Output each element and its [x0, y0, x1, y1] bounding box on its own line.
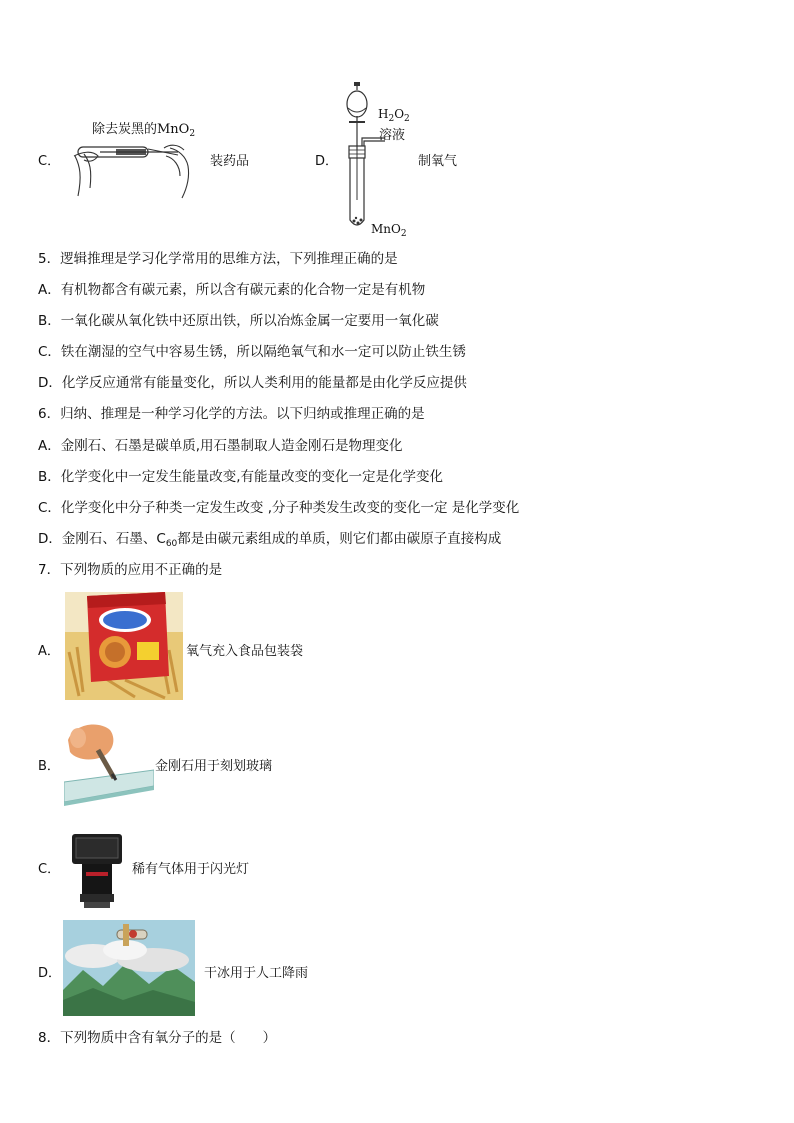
q5-stem: 5．逻辑推理是学习化学常用的思维方法，下列推理正确的是 [38, 251, 398, 267]
solution-label: 溶液 [379, 128, 406, 143]
q6-d-suffix: 都是由碳元素组成的单质，则它们都由碳原子直接构成 [177, 531, 502, 547]
q4-option-c-letter: C． [38, 154, 61, 169]
h2o2-sub2: 2 [404, 114, 410, 124]
q7-option-c-letter: C． [38, 862, 61, 877]
mno2-text: MnO [371, 222, 401, 236]
q5-option-d: D．化学反应通常有能量变化，所以人类利用的能量都是由化学反应提供 [38, 375, 467, 391]
camera-flash-image [66, 832, 126, 910]
test-tube-hands-illustration [70, 136, 198, 200]
q7-option-b-letter: B． [38, 759, 60, 774]
cloud-seeding-image [63, 920, 195, 1016]
q5-option-a: A．有机物都含有碳元素，所以含有碳元素的化合物一定是有机物 [38, 282, 426, 298]
q6-option-a: A．金刚石、石墨是碳单质,用石墨制取人造金刚石是物理变化 [38, 438, 403, 454]
q5-option-c: C．铁在潮湿的空气中容易生锈，所以隔绝氧气和水一定可以防止铁生锈 [38, 344, 466, 360]
q6-option-d [38, 530, 501, 553]
q7-stem: 7．下列物质的应用不正确的是 [38, 562, 223, 578]
q4-option-c-label: 装药品 [210, 154, 250, 169]
q7-option-a-letter: A． [38, 644, 60, 659]
q6-stem: 6．归纳、推理是一种学习化学的方法。以下归纳或推理正确的是 [38, 406, 425, 422]
q6-option-c: C．化学变化中分子种类一定发生改变 ,分子种类发生改变的变化一定 是化学变化 [38, 500, 520, 516]
q4-option-d-letter: D． [315, 154, 339, 169]
q7-option-b-text: 金刚石用于刻划玻璃 [155, 759, 273, 774]
snack-bag-image [65, 592, 183, 700]
caption-text: 除去炭黑的MnO [92, 122, 190, 137]
q7-option-d-letter: D． [38, 966, 62, 981]
h2o2-h: H [378, 107, 389, 121]
q7-option-c-text: 稀有气体用于闪光灯 [132, 862, 250, 877]
mno2-label [371, 222, 407, 239]
q6-d-sub: 60 [165, 539, 178, 549]
q8-stem: 8．下列物质中含有氧分子的是（ ） [38, 1030, 277, 1046]
glass-cutter-image [64, 720, 154, 806]
q6-option-b: B．化学变化中一定发生能量改变,有能量改变的变化一定是化学变化 [38, 469, 444, 485]
q7-option-a-text: 氧气充入食品包装袋 [186, 644, 304, 659]
oxygen-generation-apparatus [335, 80, 415, 240]
h2o2-o: O [394, 107, 405, 121]
q4-option-d-label: 制氧气 [418, 154, 458, 169]
mno2-sub: 2 [400, 229, 407, 239]
h2o2-sub1: 2 [388, 114, 395, 124]
q6-d-prefix: D．金刚石、石墨、C [38, 531, 166, 547]
caption-sub: 2 [189, 129, 196, 139]
h2o2-label [378, 107, 410, 124]
q5-option-b: B．一氧化碳从氧化铁中还原出铁，所以冶炼金属一定要用一氧化碳 [38, 313, 439, 329]
q7-option-d-text: 干冰用于人工降雨 [204, 966, 309, 981]
